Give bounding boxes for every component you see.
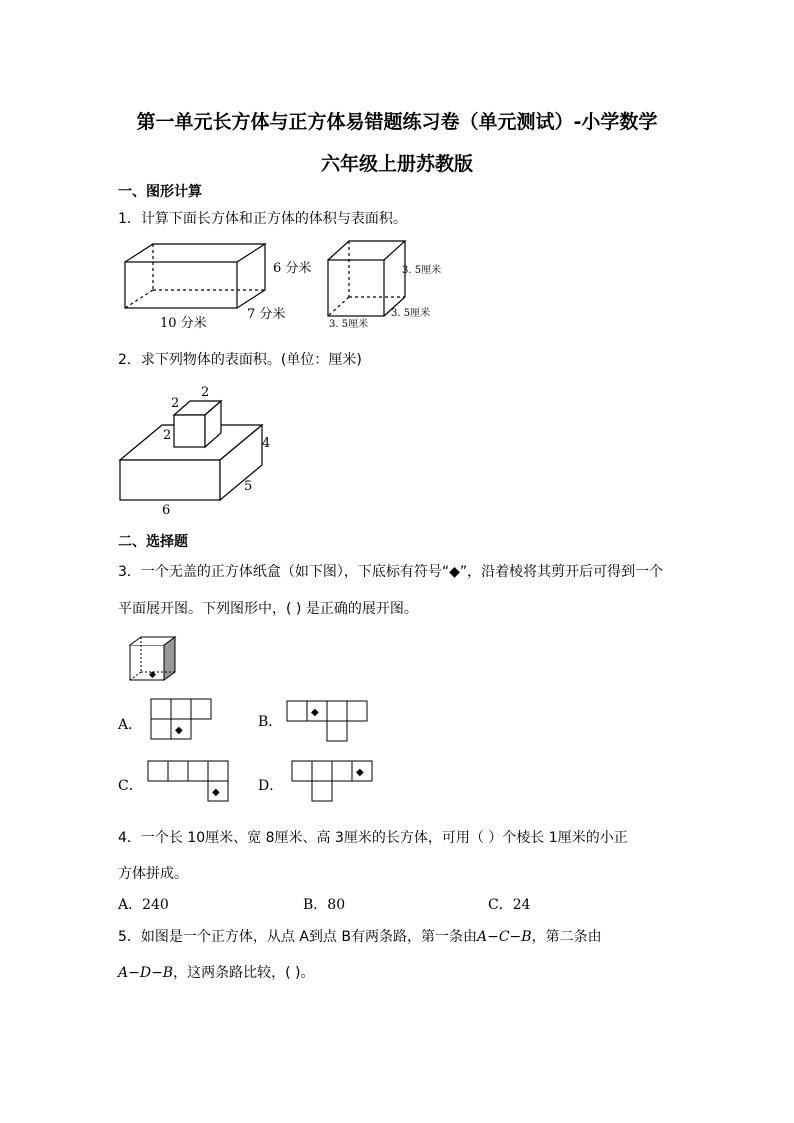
top-cube-front-face bbox=[174, 415, 205, 447]
page-title-line2: 六年级上册苏教版 bbox=[320, 153, 473, 175]
cube-edge-right-label: 3. 5厘米 bbox=[402, 265, 442, 276]
question-4-line1: 4．一个长 10厘米、宽 8厘米、高 3厘米的长方体，可用（ ）个棱长 1厘米的小正 bbox=[118, 830, 628, 846]
diamond-icon: ◆ bbox=[311, 707, 319, 718]
diamond-icon: ◆ bbox=[149, 670, 156, 680]
section-heading-2: 二、选择题 bbox=[118, 534, 188, 550]
section-heading-1: 一、图形计算 bbox=[118, 184, 202, 200]
height-label: 4 bbox=[262, 436, 271, 451]
top-label-1: 2 bbox=[201, 385, 210, 400]
cube-figure bbox=[328, 241, 405, 316]
question-3-line2: 平面展开图。下列图形中，( ) 是正确的展开图。 bbox=[118, 601, 418, 617]
diamond-icon: ◆ bbox=[356, 767, 364, 778]
cuboid-figure bbox=[125, 244, 265, 308]
page-title-line1: 第一单元长方体与正方体易错题练习卷（单元测试）-小学数学 bbox=[136, 111, 658, 133]
q5-path-2: A−D−B bbox=[118, 965, 174, 981]
diamond-icon: ◆ bbox=[175, 725, 183, 736]
q5-text-pre: 5．如图是一个正方体，从点 A到点 B有两条路，第一条由 bbox=[118, 929, 477, 945]
q1-figure bbox=[115, 236, 445, 336]
net-c[interactable] bbox=[147, 760, 229, 802]
question-2: 2．求下列物体的表面积。(单位：厘米) bbox=[118, 352, 362, 368]
net-d[interactable] bbox=[291, 760, 373, 802]
q4-option-b[interactable]: B．80 bbox=[303, 897, 346, 913]
question-4-line2: 方体拼成。 bbox=[118, 866, 188, 882]
top-label-2: 2 bbox=[171, 396, 180, 411]
question-1: 1．计算下面长方体和正方体的体积与表面积。 bbox=[118, 211, 407, 227]
top-label-3: 2 bbox=[163, 428, 172, 443]
q3-option-b[interactable]: B． bbox=[258, 714, 283, 730]
q2-figure bbox=[112, 380, 282, 520]
q4-option-c[interactable]: C．24 bbox=[488, 897, 531, 913]
question-5-line2 bbox=[118, 962, 314, 982]
net-b[interactable] bbox=[286, 700, 368, 742]
q3-option-d[interactable]: D． bbox=[258, 778, 284, 794]
q5-text-post: ，这两条路比较，( )。 bbox=[173, 965, 315, 981]
q3-open-box-figure bbox=[125, 634, 185, 686]
question-3-line1: 3．一个无盖的正方体纸盒（如下图），下底标有符号“◆”，沿着棱将其剪开后可得到一个 bbox=[118, 564, 664, 580]
length-label: 6 bbox=[162, 503, 171, 518]
q3-option-a[interactable]: A． bbox=[118, 717, 143, 733]
cuboid-length-label: 10 分米 bbox=[160, 316, 207, 331]
q3-option-c[interactable]: C． bbox=[118, 778, 143, 794]
question-5-line1 bbox=[118, 926, 602, 946]
net-a[interactable] bbox=[150, 698, 212, 740]
width-label: 5 bbox=[244, 479, 253, 494]
cuboid-width-label: 7 分米 bbox=[247, 307, 286, 322]
base-front-face bbox=[120, 460, 220, 500]
q4-option-a[interactable]: A．240 bbox=[118, 897, 169, 913]
cuboid-height-label: 6 分米 bbox=[273, 261, 312, 276]
q5-text-mid: ，第二条由 bbox=[531, 929, 602, 945]
cube-edge-depth-label: 3. 5厘米 bbox=[391, 308, 431, 319]
cube-edge-bottom-label: 3. 5厘米 bbox=[329, 319, 369, 330]
q5-path-1: A−C−B bbox=[477, 929, 532, 945]
diamond-icon: ◆ bbox=[212, 787, 220, 798]
